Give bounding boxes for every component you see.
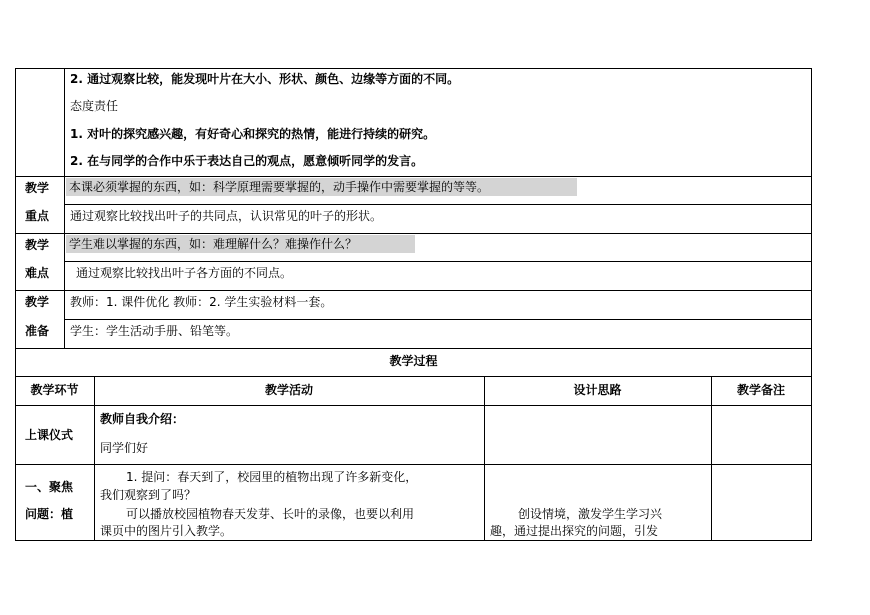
rule-top	[15, 68, 812, 69]
difficulty-hint: 学生难以掌握的东西，如：难理解什么？难操作什么？	[66, 235, 415, 253]
attitude-heading: 态度责任	[70, 99, 119, 113]
keypoint-hint: 本课必须掌握的东西，如：科学原理需要掌握的，动手操作中需要掌握的等等。	[66, 178, 577, 196]
attitude-item-1: 1. 对叶的探究感兴趣，有好奇心和探究的热情，能进行持续的研究。	[70, 127, 436, 141]
rule-left-edge	[15, 68, 16, 541]
rule-difficulty-mid	[64, 261, 812, 262]
row2-activity-line-4: 课页中的图片引入教学。	[100, 524, 233, 538]
attitude-item-2: 2. 在与同学的合作中乐于表达自己的观点，愿意倾听同学的发言。	[70, 154, 424, 168]
row2-design-line-1: 创设情境，激发学生学习兴	[518, 507, 663, 521]
objective-skill-2: 2. 通过观察比较，能发现叶片在大小、形状、颜色、边缘等方面的不同。	[70, 72, 460, 86]
row1-activity-text: 同学们好	[100, 441, 149, 455]
keypoint-label-1: 教学	[25, 181, 50, 195]
row1-activity-title: 教师自我介绍：	[100, 412, 185, 426]
rule-label-col	[64, 68, 65, 349]
rule-design-col	[711, 376, 712, 541]
rule-process-top	[15, 348, 812, 349]
header-notes: 教学备注	[736, 383, 785, 397]
header-design: 设计思路	[573, 383, 622, 397]
prep-label-1: 教学	[25, 295, 50, 309]
prep-label-2: 准备	[25, 324, 50, 338]
prep-teacher: 教师：1. 课件优化 教师：2. 学生实验材料一套。	[70, 295, 333, 309]
rule-header-bottom	[15, 405, 812, 406]
rule-prep-top	[15, 290, 812, 291]
difficulty-content: 通过观察比较找出叶子各方面的不同点。	[76, 266, 293, 280]
row2-stage-1: 一、聚焦	[25, 480, 74, 494]
header-activity: 教学活动	[264, 383, 313, 397]
row2-activity-line-3: 可以播放校园植物春天发芽、长叶的录像，也要以利用	[126, 507, 415, 521]
rule-keypoint-mid	[64, 204, 812, 205]
rule-stage-col	[94, 376, 95, 541]
row2-activity-line-1: 1. 提问：春天到了，校园里的植物出现了许多新变化，	[126, 470, 418, 484]
rule-difficulty-top	[15, 233, 812, 234]
rule-prep-mid	[64, 319, 812, 320]
rule-right-edge	[811, 68, 812, 541]
keypoint-content: 通过观察比较找出叶子的共同点，认识常见的叶子的形状。	[70, 209, 383, 223]
header-stage: 教学环节	[30, 383, 79, 397]
rule-bottom	[15, 540, 812, 541]
row2-design-line-2: 趣，通过提出探究的问题，引发	[490, 524, 659, 538]
difficulty-label-2: 难点	[25, 266, 50, 280]
process-title: 教学过程	[389, 354, 438, 368]
row2-stage-2: 问题：植	[25, 507, 74, 521]
prep-student: 学生：学生活动手册、铅笔等。	[70, 324, 239, 338]
row2-activity-line-2: 我们观察到了吗？	[100, 488, 197, 502]
difficulty-label-1: 教学	[25, 238, 50, 252]
keypoint-label-2: 重点	[25, 209, 50, 223]
row1-stage: 上课仪式	[25, 428, 74, 442]
rule-keypoint-top	[15, 176, 812, 177]
rule-row1-bottom	[15, 464, 812, 465]
rule-header-top	[15, 376, 812, 377]
rule-activity-col	[484, 376, 485, 541]
